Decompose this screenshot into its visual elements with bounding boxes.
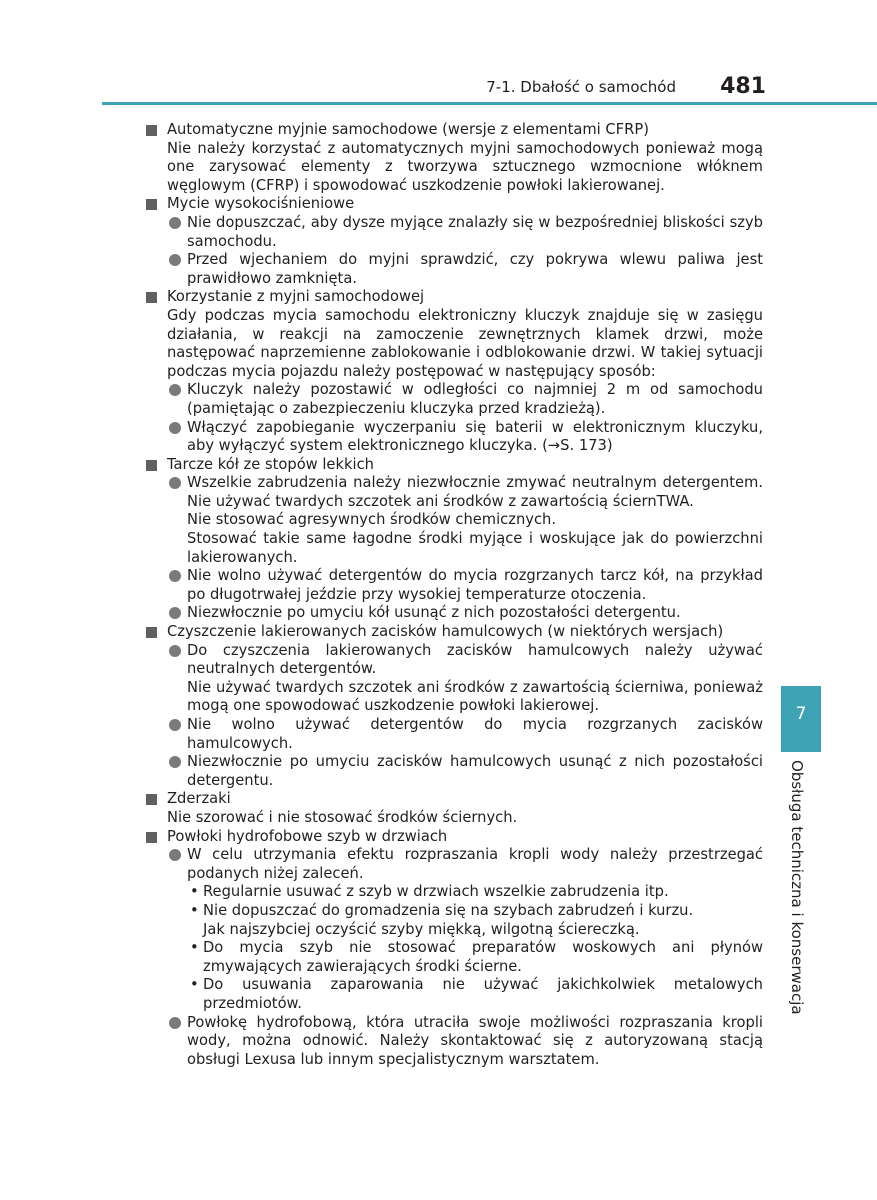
round-bullet-icon <box>169 422 181 434</box>
section-paragraph: Nie szorować i nie stosować środków ściernych. <box>167 808 518 826</box>
round-bullet-icon <box>169 607 181 619</box>
round-bullet-icon <box>169 254 181 266</box>
square-bullet-icon <box>146 460 157 471</box>
section-paragraph: Gdy podczas mycia samochodu elektroniczny kluczyk znajduje się w zasięgu działania, w reakcji na zamoczenie zewnętrznych klamek drzwi, może następować naprzemienne zablokowanie i odblokowanie drzwi. W takiej sytuacji podczas mycia pojazdu należy postępować w następujący sposób: <box>167 306 763 380</box>
section-title: Automatyczne myjnie samochodowe (wersje z elementami CFRP) <box>167 121 649 138</box>
square-bullet-icon <box>146 794 157 805</box>
page-header <box>102 74 766 102</box>
round-bullet-icon <box>169 217 181 229</box>
square-bullet-icon <box>146 199 157 210</box>
small-bullet-icon: • <box>190 939 199 957</box>
section-heading <box>145 828 763 847</box>
sub-bullet-item: • Do mycia szyb nie stosować preparatów woskowych ani płynów zmywających zawierających środki ścierne. <box>190 939 763 975</box>
section-title: Powłoki hydrofobowe szyb w drzwiach <box>167 827 448 845</box>
chapter-title: 7-1. Dbałość o samochód <box>486 78 676 96</box>
bullet-item: Wszelkie zabrudzenia należy niezwłocznie zmywać neutralnym detergentem. Nie używać twardych szczotek ani środków z zawartością ściernTWA. <box>145 474 763 511</box>
section-heading <box>145 195 763 214</box>
small-bullet-icon: • <box>190 883 199 901</box>
bullet-item: W celu utrzymania efektu rozpraszania kropli wody należy przestrzegać podanych niżej zaleceń. <box>145 846 763 883</box>
round-bullet-icon <box>169 1017 181 1029</box>
round-bullet-icon <box>169 570 181 582</box>
square-bullet-icon <box>146 832 157 843</box>
bullet-item: Nie dopuszczać, aby dysze myjące znalazły się w bezpośredniej bliskości szyb samochodu. <box>145 214 763 251</box>
section-heading <box>145 288 763 307</box>
square-bullet-icon <box>146 125 157 136</box>
sub-bullet-item: Jak najszybciej oczyścić szyby miękką, wilgotną ściereczką. <box>203 920 640 938</box>
square-bullet-icon <box>146 292 157 303</box>
page-content <box>145 121 763 1069</box>
round-bullet-icon <box>169 645 181 657</box>
chapter-tab <box>781 686 821 752</box>
square-bullet-icon <box>146 627 157 638</box>
bullet-item: Nie wolno używać detergentów do mycia rozgrzanych tarcz kół, na przykład po długotrwałej jeździe przy wysokiej temperaturze otoczenia. <box>145 567 763 604</box>
sub-bullet-item: • Nie dopuszczać do gromadzenia się na szybach zabrudzeń i kurzu. <box>190 901 694 919</box>
section-title: Tarcze kół ze stopów lekkich <box>167 455 374 473</box>
section-heading <box>145 456 763 475</box>
bullet-item: Niezwłocznie po umyciu zacisków hamulcowych usunąć z nich pozostałości detergentu. <box>145 753 763 790</box>
round-bullet-icon <box>169 756 181 768</box>
section-title: Zderzaki <box>167 790 231 808</box>
bullet-item: Nie stosować agresywnych środków chemicznych. <box>187 511 557 529</box>
section-heading <box>145 790 763 809</box>
bullet-item: Nie wolno używać detergentów do mycia rozgrzanych zacisków hamulcowych. <box>145 716 763 753</box>
chapter-side-label: Obsługa techniczna i konserwacja <box>788 760 806 1015</box>
section-title: Czyszczenie lakierowanych zacisków hamulcowych (w niektórych wersjach) <box>167 623 724 641</box>
section-title: Korzystanie z myjni samochodowej <box>167 288 425 306</box>
section-paragraph: Nie należy korzystać z automatycznych myjni samochodowych ponieważ mogą one zarysować elementy z tworzywa sztucznego wzmocnione włóknem węglowym (CFRP) i spowodować uszkodzenie powłoki lakierowanej. <box>167 139 763 194</box>
bullet-item: Powłokę hydrofobową, która utraciła swoje możliwości rozpraszania kropli wody, można odnowić. Należy skontaktować się z autoryzowaną stacją obsługi Lexusa lub innym specjalistycznym warsztatem. <box>145 1014 763 1070</box>
sub-bullet-item: • Do usuwania zaparowania nie używać jakichkolwiek metalowych przedmiotów. <box>190 976 763 1012</box>
bullet-item: Kluczyk należy pozostawić w odległości co najmniej 2 m od samochodu (pamiętając o zabezpieczeniu kluczyka przed kradzieżą). <box>145 381 763 418</box>
bullet-item: Włączyć zapobieganie wyczerpaniu się baterii w elektronicznym kluczyku, aby wyłączyć system elektronicznego kluczyka. (→S. 173) <box>145 419 763 456</box>
bullet-item: Stosować takie same łagodne środki myjące i woskujące jak do powierzchni lakierowanych. <box>187 530 763 566</box>
small-bullet-icon: • <box>190 976 199 994</box>
round-bullet-icon <box>169 477 181 489</box>
header-rule <box>102 102 877 105</box>
bullet-item: Do czyszczenia lakierowanych zacisków hamulcowych należy używać neutralnych detergentów. <box>145 642 763 679</box>
round-bullet-icon <box>169 719 181 731</box>
chapter-tab-number: 7 <box>795 704 807 724</box>
section-heading <box>145 623 763 642</box>
round-bullet-icon <box>169 849 181 861</box>
page-number: 481 <box>720 74 766 99</box>
sub-bullet-item: • Regularnie usuwać z szyb w drzwiach wszelkie zabrudzenia itp. <box>190 883 669 901</box>
bullet-item: Nie używać twardych szczotek ani środków z zawartością ścierniwa, ponieważ mogą one spowodować uszkodzenie powłoki lakierowej. <box>187 678 763 715</box>
bullet-item: Przed wjechaniem do myjni sprawdzić, czy pokrywa wlewu paliwa jest prawidłowo zamknięta. <box>145 251 763 288</box>
section-heading <box>145 121 763 140</box>
section-title: Mycie wysokociśnieniowe <box>167 195 355 213</box>
bullet-item: Niezwłocznie po umyciu kół usunąć z nich pozostałości detergentu. <box>145 604 763 623</box>
round-bullet-icon <box>169 384 181 396</box>
small-bullet-icon: • <box>190 901 199 919</box>
